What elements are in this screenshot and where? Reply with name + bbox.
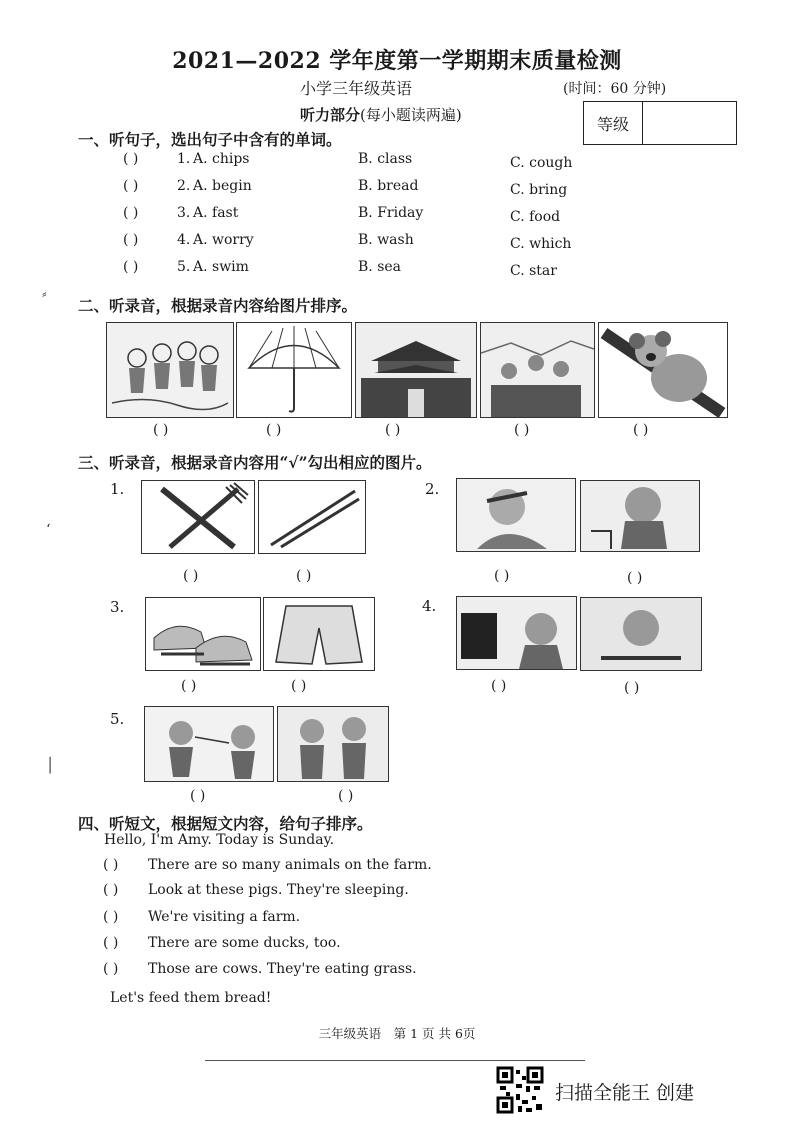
- answer-blank[interactable]: ( ): [266, 422, 282, 438]
- section4-ending: Let's feed them bread!: [110, 990, 272, 1006]
- answer-blank[interactable]: ( ): [385, 422, 401, 438]
- answer-blank[interactable]: ( ): [123, 151, 139, 167]
- option-a: A. worry: [193, 232, 254, 248]
- listening-part: 听力部分: [300, 106, 361, 124]
- answer-blank[interactable]: ( ): [123, 178, 139, 194]
- question-number: 4.: [177, 232, 191, 248]
- answer-blank[interactable]: ( ): [494, 568, 510, 584]
- page-title: 2021—2022 学年度第一学期期末质量检测: [172, 48, 622, 74]
- qr-code-icon: [496, 1066, 544, 1114]
- picture-tiananmen: [355, 322, 477, 418]
- picture-kids-talking: [277, 706, 389, 782]
- footer-divider: [205, 1060, 585, 1061]
- picture-chopsticks: [258, 480, 366, 554]
- picture-sneakers: [145, 597, 261, 671]
- option-c: C. which: [510, 236, 572, 252]
- sentence: There are so many animals on the farm.: [148, 857, 432, 873]
- sentence: There are some ducks, too.: [148, 935, 341, 951]
- answer-blank[interactable]: ( ): [181, 678, 197, 694]
- answer-blank[interactable]: ( ): [514, 422, 530, 438]
- answer-blank[interactable]: ( ): [103, 882, 119, 898]
- section1-heading: 一、听句子，选出句子中含有的单词。: [78, 130, 342, 149]
- question-number: 3.: [177, 205, 191, 221]
- item1-number: 1.: [110, 480, 125, 498]
- grade-box: [583, 101, 737, 145]
- picture-umbrella: [236, 322, 352, 418]
- picture-boy-sitting: [580, 480, 700, 552]
- binding-mark: ⸗: [42, 286, 47, 302]
- time-info: (时间：60 分钟): [563, 81, 667, 97]
- option-a: A. swim: [193, 259, 249, 275]
- option-c: C. food: [510, 209, 561, 225]
- page-subtitle: 小学三年级英语: [300, 79, 413, 98]
- option-b: B. wash: [358, 232, 414, 248]
- listening-label: [300, 104, 462, 125]
- picture-boy-headache: [456, 478, 576, 552]
- option-b: B. class: [358, 151, 413, 167]
- answer-blank[interactable]: ( ): [296, 568, 312, 584]
- picture-koala: [598, 322, 728, 418]
- item3-number: 3.: [110, 598, 125, 616]
- answer-blank[interactable]: ( ): [103, 909, 119, 925]
- option-a: A. chips: [193, 151, 250, 167]
- grade-label: 等级: [584, 102, 643, 144]
- answer-blank[interactable]: ( ): [103, 961, 119, 977]
- picture-shorts: [263, 597, 375, 671]
- picture-kids-kite: [144, 706, 274, 782]
- answer-blank[interactable]: ( ): [183, 568, 199, 584]
- binding-mark: │: [46, 758, 55, 774]
- sentence: Those are cows. They're eating grass.: [148, 961, 417, 977]
- sentence: We're visiting a farm.: [148, 909, 301, 925]
- answer-blank[interactable]: ( ): [123, 205, 139, 221]
- option-b: B. sea: [358, 259, 402, 275]
- item4-number: 4.: [422, 597, 437, 615]
- grade-value[interactable]: [643, 102, 736, 144]
- answer-blank[interactable]: ( ): [190, 788, 206, 804]
- section4-heading: 四、听短文，根据短文内容，给句子排序。: [78, 814, 373, 833]
- picture-great-wall-people: [480, 322, 595, 418]
- answer-blank[interactable]: ( ): [103, 935, 119, 951]
- option-c: C. cough: [510, 155, 573, 171]
- answer-blank[interactable]: ( ): [338, 788, 354, 804]
- item5-number: 5.: [110, 710, 125, 728]
- answer-blank[interactable]: ( ): [624, 680, 640, 696]
- check-mark: √: [288, 453, 299, 472]
- option-c: C. star: [510, 263, 557, 279]
- picture-children-playing: [106, 322, 234, 418]
- scanner-watermark: 扫描全能王 创建: [555, 1082, 695, 1104]
- answer-blank[interactable]: ( ): [103, 857, 119, 873]
- page-footer: 三年级英语 第 1 页 共 6页: [318, 1026, 476, 1041]
- question-number: 2.: [177, 178, 191, 194]
- picture-boy-sleeping: [580, 597, 702, 671]
- answer-blank[interactable]: ( ): [291, 678, 307, 694]
- picture-knife-fork: [141, 480, 255, 554]
- answer-blank[interactable]: ( ): [627, 570, 643, 586]
- section3-heading-prefix: 三、听录音，根据录音内容用“: [78, 453, 289, 472]
- section3-heading: [78, 451, 432, 473]
- answer-blank[interactable]: ( ): [123, 259, 139, 275]
- option-b: B. Friday: [358, 205, 424, 221]
- listening-note: (每小题读两遍): [360, 106, 462, 124]
- section2-heading: 二、听录音，根据录音内容给图片排序。: [78, 296, 358, 315]
- item2-number: 2.: [425, 480, 440, 498]
- answer-blank[interactable]: ( ): [123, 232, 139, 248]
- answer-blank[interactable]: ( ): [491, 678, 507, 694]
- picture-boy-tv: [456, 596, 577, 670]
- option-a: A. fast: [193, 205, 239, 221]
- option-b: B. bread: [358, 178, 419, 194]
- section4-intro: Hello, I'm Amy. Today is Sunday.: [104, 832, 335, 848]
- answer-blank[interactable]: ( ): [633, 422, 649, 438]
- binding-mark: ʻ: [46, 522, 51, 538]
- sentence: Look at these pigs. They're sleeping.: [148, 882, 409, 898]
- section3-heading-suffix: ”勾出相应的图片。: [298, 453, 432, 472]
- question-number: 5.: [177, 259, 191, 275]
- option-a: A. begin: [193, 178, 252, 194]
- question-number: 1.: [177, 151, 191, 167]
- option-c: C. bring: [510, 182, 568, 198]
- answer-blank[interactable]: ( ): [153, 422, 169, 438]
